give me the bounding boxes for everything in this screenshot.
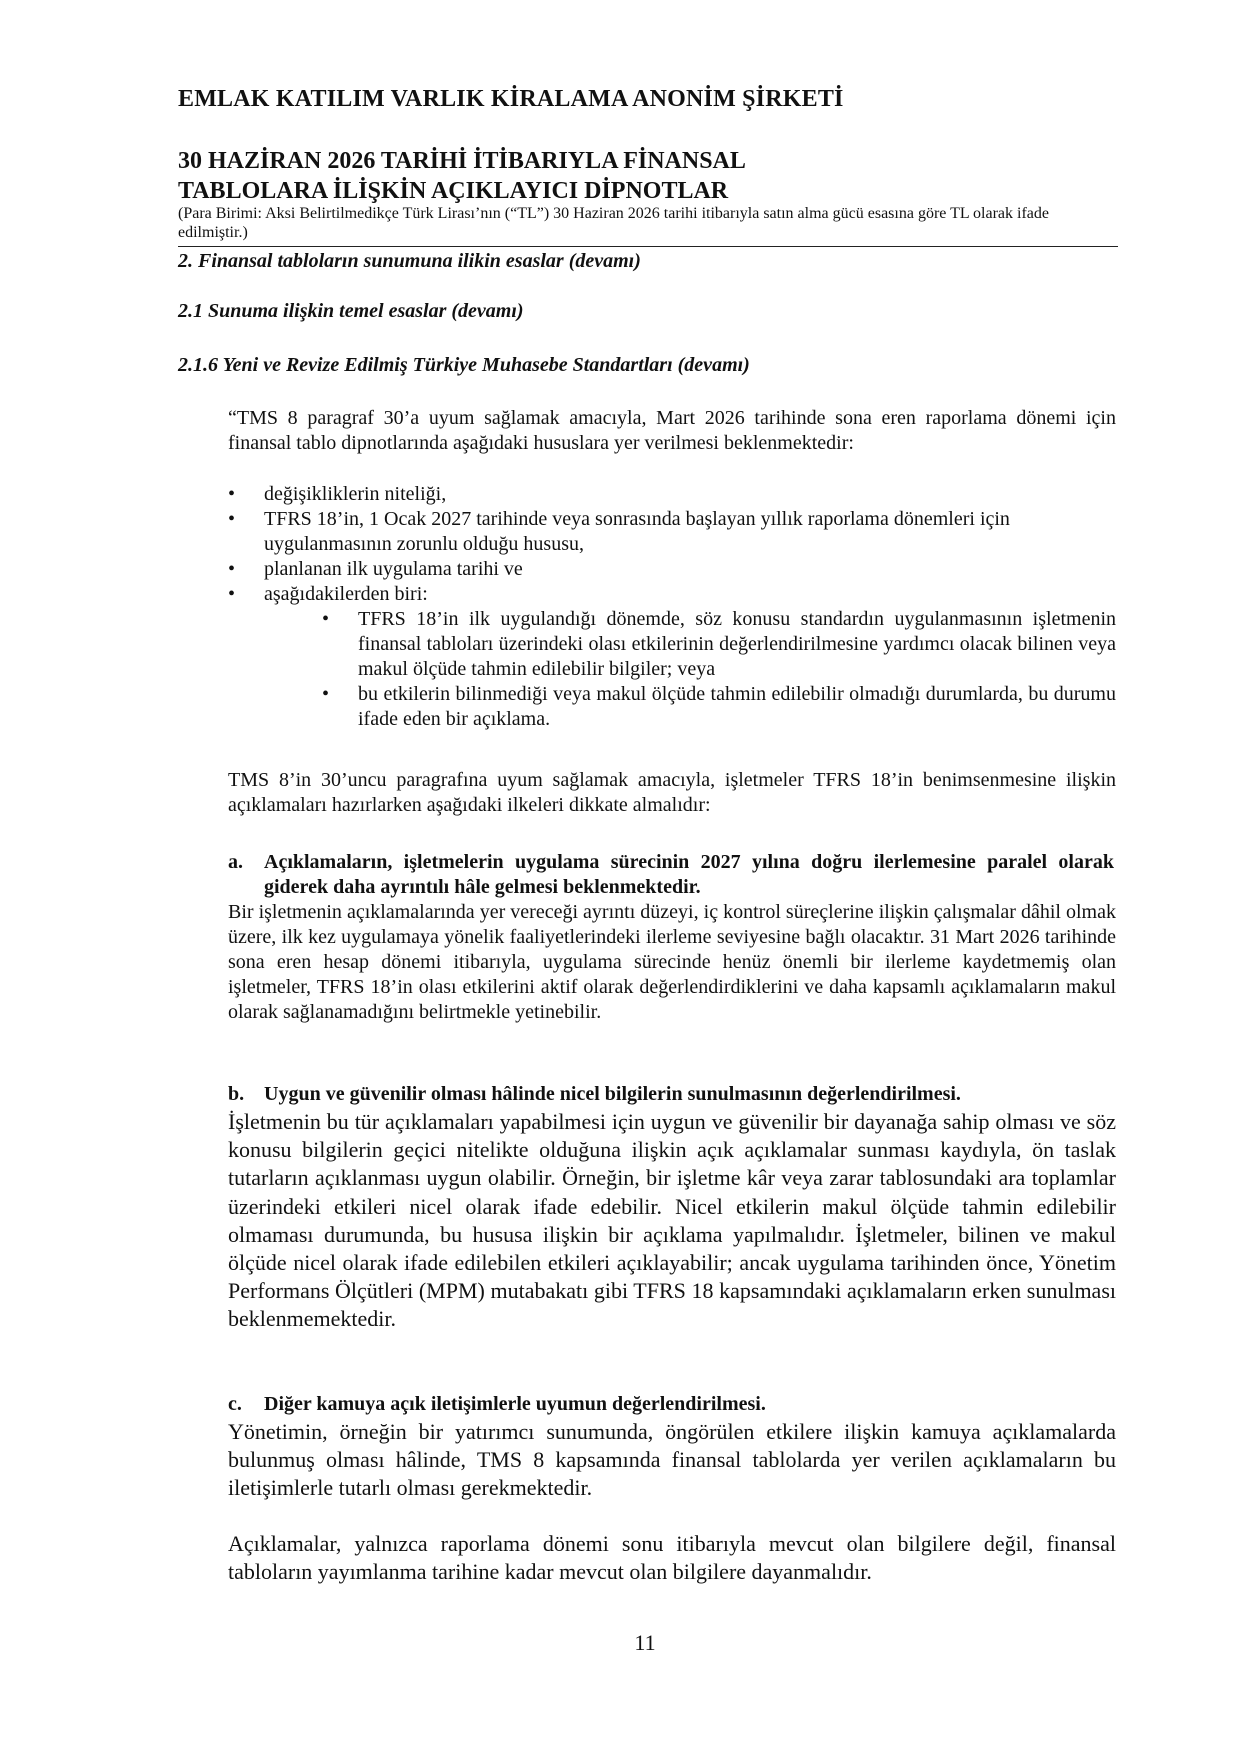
principle-b-text: İşletmenin bu tür açıklamaları yapabilmesi için uygun ve güvenilir bir dayanağa sahip olması ve söz konusu bilgilerin geçici nitelikte olduğuna ilişkin açık açıklamalar sunması kaydıyla, ön taslak tutarların açıklanması uygun olabilir. Örneğin, bir işletme kâr veya zarar tablosundaki ara toplamlar üzerindeki etkileri nicel olarak ifade edebilir. Nicel etkilerin makul ölçüde tahmin edilebilir olmaması durumunda, bu hususa ilişkin bir açıklama yapılmalıdır. İşletmeler, bilinen ve makul ölçüde nicel olarak ifade edilebilen etkileri açıklayabilir; ancak uygulama tarihinden önce, Yönetim Performans Ölçütleri (MPM) mutabakatı gibi TFRS 18 kapsamındaki açıklamaların erken sunulması beklenmemektedir. <box>228 1109 1116 1332</box>
title-line-1: 30 HAZİRAN 2026 TARİHİ İTİBARIYLA FİNANSAL <box>178 148 746 174</box>
principle-title: Uygun ve güvenilir olması hâlinde nicel bilgilerin sunulmasının değerlendirilmesi. <box>264 1083 961 1105</box>
principle-marker: b. <box>228 1083 245 1105</box>
principle-c-text: Yönetimin, örneğin bir yatırımcı sunumunda, öngörülen etkilere ilişkin kamuya açıklamalarda bulunmuş olması hâlinde, TMS 8 kapsamında finansal tablolarda yer verilen açıklamaların bu iletişimlerle tutarlı olması gerekmektedir. <box>228 1419 1116 1501</box>
list-item: • planlanan ilk uygulama tarihi ve <box>228 557 1116 582</box>
subsection-heading: 2.1 Sunuma ilişkin temel esaslar (devamı) <box>178 300 524 322</box>
requirements-list <box>228 482 1116 732</box>
principles-intro: TMS 8’in 30’uncu paragrafına uyum sağlamak amacıyla, işletmeler TFRS 18’in benimsenmesine ilişkin açıklamaları hazırlarken aşağıdaki ilkeleri dikkate almalıdır: <box>228 769 1116 816</box>
section-heading: 2. Finansal tabloların sunumuna ilikin esaslar (devamı) <box>178 250 641 272</box>
principle-title: Açıklamaların, işletmelerin uygulama sürecinin 2027 yılına doğru ilerlemesine paralel olarak giderek daha ayrıntılı hâle gelmesi beklenmektedir. <box>264 851 1114 898</box>
document-title <box>178 146 746 206</box>
principle-c-heading <box>228 1392 1116 1417</box>
principle-marker: c. <box>228 1393 242 1415</box>
intro-paragraph: “TMS 8 paragraf 30’a uyum sağlamak amacıyla, Mart 2026 tarihinde sona eren raporlama dönemi için finansal tablo dipnotlarında aşağıdaki hususlara yer verilmesi beklenmektedir: <box>228 407 1116 454</box>
sub-list-item: • TFRS 18’in ilk uygulandığı dönemde, söz konusu standardın uygulanmasının işletmenin finansal tabloları üzerindeki olası etkilerinin değerlendirilmesine yardımcı olacak bilinen veya makul ölçüde tahmin edilebilir bilgiler; veya <box>322 607 1116 682</box>
page-number: 11 <box>634 1630 656 1655</box>
company-name: EMLAK KATILIM VARLIK KİRALAMA ANONİM ŞİRKETİ <box>178 86 844 112</box>
currency-note: (Para Birimi: Aksi Belirtilmedikçe Türk Lirası’nın (“TL”) 30 Haziran 2026 tarihi itibarıyla satın alma gücü esasına göre TL olarak ifade edilmiştir.) <box>178 205 1049 241</box>
subsubsection-heading: 2.1.6 Yeni ve Revize Edilmiş Türkiye Muhasebe Standartları (devamı) <box>178 354 750 376</box>
closing-paragraph: Açıklamalar, yalnızca raporlama dönemi sonu itibarıyla mevcut olan bilgilere değil, finansal tabloların yayımlanma tarihine kadar mevcut olan bilgilere dayanmalıdır. <box>228 1531 1116 1585</box>
principle-a-heading <box>228 850 1116 900</box>
title-line-2: TABLOLARA İLİŞKİN AÇIKLAYICI DİPNOTLAR <box>178 178 729 204</box>
principle-marker: a. <box>228 851 243 873</box>
list-item: • değişikliklerin niteliği, <box>228 482 1116 507</box>
sub-list-item: • bu etkilerin bilinmediği veya makul ölçüde tahmin edilebilir olmadığı durumlarda, bu durumu ifade eden bir açıklama. <box>322 682 1116 732</box>
header-divider <box>178 246 1118 247</box>
principle-title: Diğer kamuya açık iletişimlerle uyumun değerlendirilmesi. <box>264 1393 766 1415</box>
principle-a-text: Bir işletmenin açıklamalarında yer vereceği ayrıntı düzeyi, iç kontrol süreçlerine ilişkin çalışmalar dâhil olmak üzere, ilk kez uygulamaya yönelik faaliyetlerindeki ilerleme seviyesine bağlı olacaktır. 31 Mart 2026 tarihinde sona eren hesap dönemi itibarıyla, uygulama sürecinde henüz önemli bir ilerleme kaydetmemiş olan işletmeler, TFRS 18’in olası etkilerini aktif olarak değerlendirdiklerini ve daha kapsamlı açıklamaların makul olarak sağlanamadığını belirtmekle yetinebilir. <box>228 901 1116 1023</box>
list-item-with-sublist <box>228 582 1116 732</box>
sub-list <box>264 607 1116 732</box>
list-item-label: aşağıdakilerden biri: <box>264 583 428 605</box>
list-item: • TFRS 18’in, 1 Ocak 2027 tarihinde veya sonrasında başlayan yıllık raporlama dönemleri için uygulanmasının zorunlu olduğu hususu, <box>228 507 1116 557</box>
principle-b-heading <box>228 1082 1116 1107</box>
